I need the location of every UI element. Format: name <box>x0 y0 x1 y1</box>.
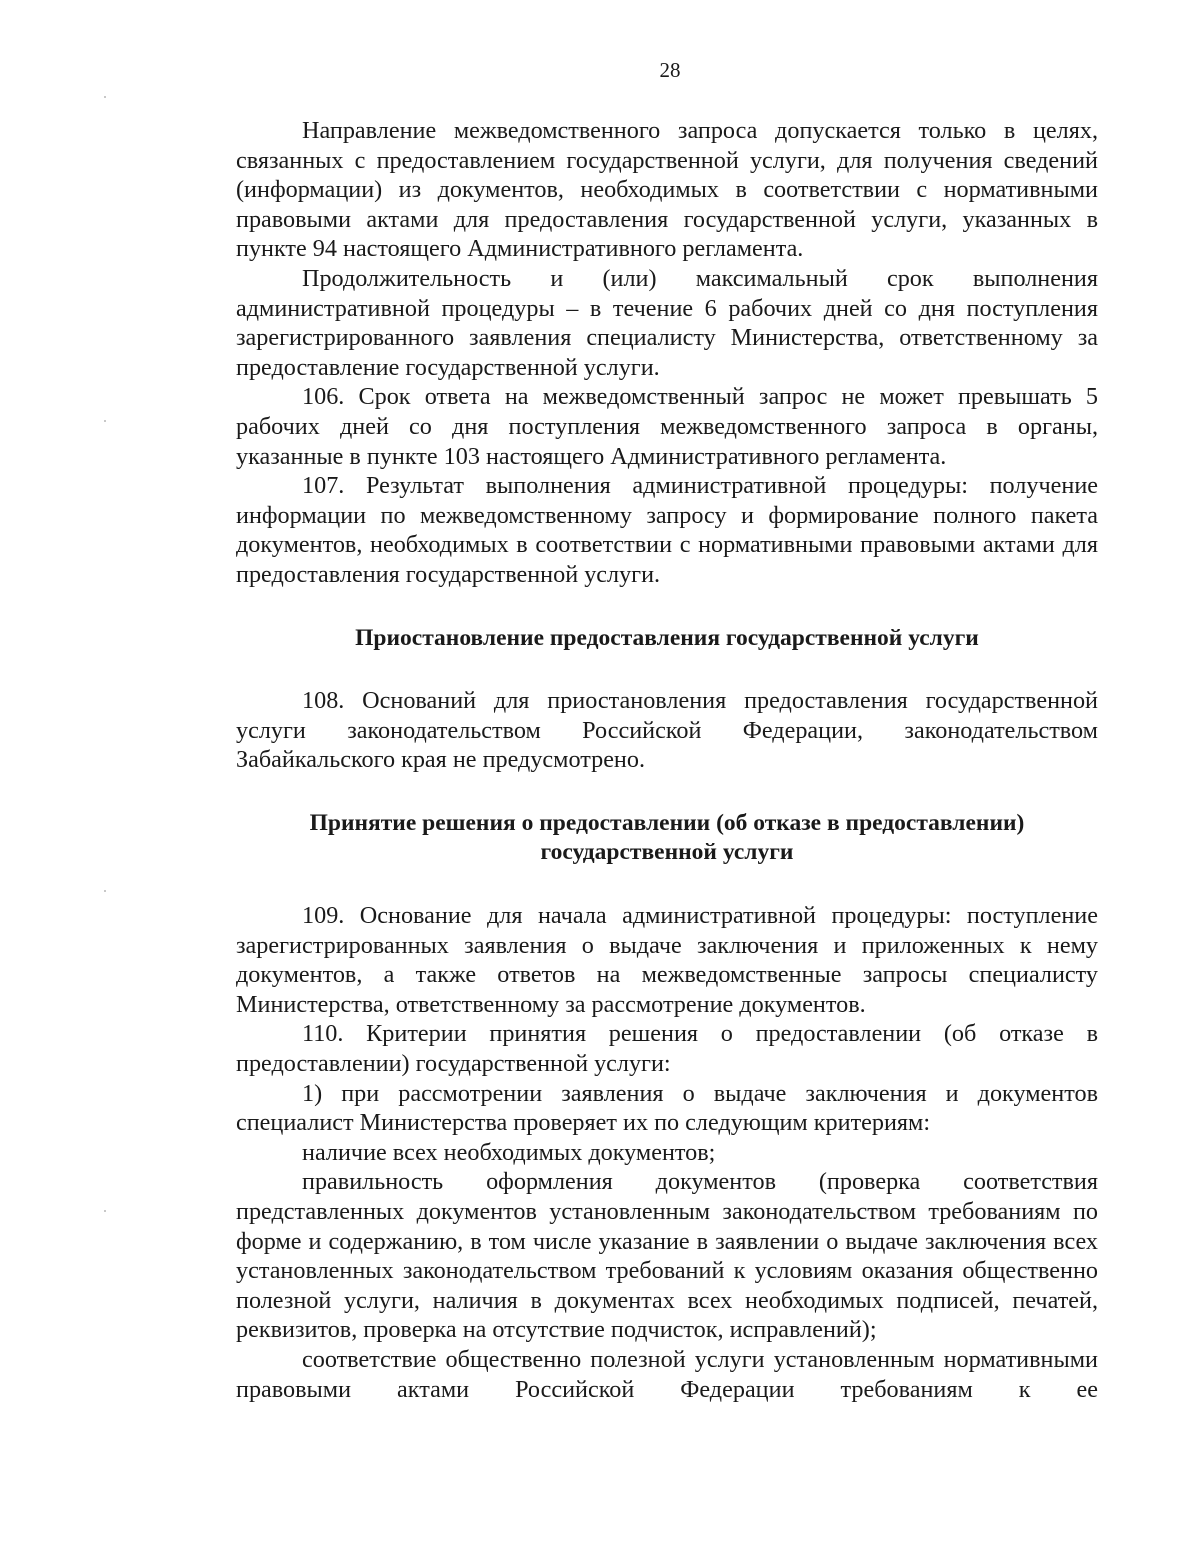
page-number: 28 <box>659 58 681 82</box>
paragraph: Направление межведомственного запроса допускается только в целях, связанных с предоставлением государственной услуги, для получения сведений (информации) из документов, необходимых в соответствии с нормативными правовыми актами для предоставления государственной услуги, указанных в пункте 94 настоящего Административного регламента. <box>236 117 1098 263</box>
section-heading-line: Принятие решения о предоставлении (об отказе в предоставлении) <box>309 809 1025 836</box>
paragraph: наличие всех необходимых документов; <box>302 1138 716 1166</box>
section-heading-suspension: Приостановление предоставления государственной услуги <box>355 624 979 651</box>
paragraph: Продолжительность и (или) максимальный срок выполнения административной процедуры – в течение 6 рабочих дней со дня поступления зарегистрированного заявления специалисту Министерства, ответственному за предоставление государственной услуги. <box>236 264 1098 381</box>
paragraph: 106. Срок ответа на межведомственный запрос не может превышать 5 рабочих дней со дня поступления межведомственного запроса в органы, указанные в пункте 103 настоящего Административного регламента. <box>236 383 1098 470</box>
paragraph: 109. Основание для начала административной процедуры: поступление зарегистрированных заявления о выдаче заключения и приложенных к нему документов, а также ответов на межведомственные запросы специалисту Министерства, ответственному за рассмотрение документов. <box>236 902 1098 1018</box>
document-body <box>236 116 1098 1404</box>
paragraph: правильность оформления документов (проверка соответствия представленных документов установленным законодательством требованиям по форме и содержанию, в том числе указание в заявлении о выдаче заключения всех установленных законодательством требований к условиям оказания общественно полезной услуги, наличия в документах всех необходимых подписей, печатей, реквизитов, проверка на отсутствие подчисток, исправлений); <box>236 1168 1098 1344</box>
paragraph: 107. Результат выполнения административной процедуры: получение информации по межведомственному запросу и формирование полного пакета документов, необходимых в соответствии с нормативными правовыми актами для предоставления государственной услуги. <box>236 472 1098 588</box>
section-heading-line: государственной услуги <box>540 839 794 866</box>
paragraph: 110. Критерии принятия решения о предоставлении (об отказе в предоставлении) государственной услуги: <box>236 1020 1098 1078</box>
paragraph: 1) при рассмотрении заявления о выдаче заключения и документов специалист Министерства проверяет их по следующим критериям: <box>236 1079 1098 1137</box>
paragraph: 108. Оснований для приостановления предоставления государственной услуги законодательством Российской Федерации, законодательством Забайкальского края не предусмотрено. <box>236 687 1098 774</box>
section-heading-decision <box>236 809 1098 868</box>
scan-margin-marks <box>104 0 106 1553</box>
paragraph: соответствие общественно полезной услуги установленным нормативными правовыми актами Российской Федерации требованиям к ее <box>236 1345 1098 1403</box>
